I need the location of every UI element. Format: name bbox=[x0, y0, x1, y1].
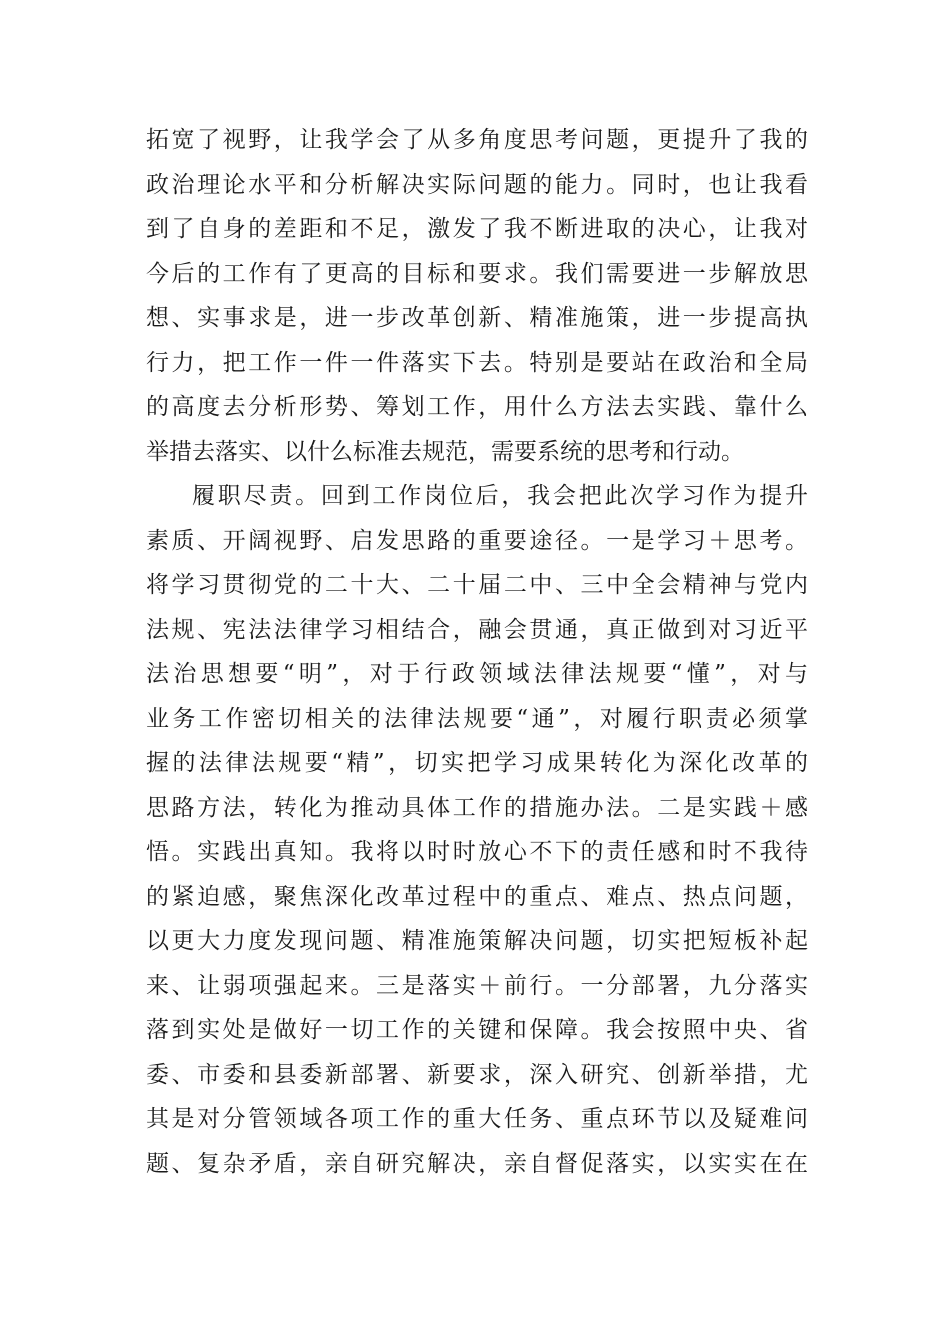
text-line: 握的法律法规要“精”，切实把学习成果转化为深化改革的 bbox=[146, 750, 808, 776]
text-line: 思路方法，转化为推动具体工作的措施办法。二是实践＋感 bbox=[146, 794, 808, 821]
text-line: 拓宽了视野，让我学会了从多角度思考问题，更提升了我的 bbox=[146, 127, 808, 153]
text-line: 的高度去分析形势、筹划工作，用什么方法去实践、靠什么 bbox=[146, 394, 808, 420]
text-line: 行力，把工作一件一件落实下去。特别是要站在政治和全局 bbox=[146, 349, 808, 376]
text-line: 题、复杂矛盾，亲自研究解决，亲自督促落实，以实实在在 bbox=[146, 1150, 808, 1177]
text-line: 的紧迫感，聚焦深化改革过程中的重点、难点、热点问题， bbox=[146, 883, 808, 910]
text-line: 悟。实践出真知。我将以时时放心不下的责任感和时不我待 bbox=[146, 839, 808, 865]
text-line: 其是对分管领域各项工作的重大任务、重点环节以及疑难问 bbox=[146, 1106, 808, 1132]
text-line: 政治理论水平和分析解决实际问题的能力。同时，也让我看 bbox=[146, 171, 808, 198]
text-line: 以更大力度发现问题、精准施策解决问题，切实把短板补起 bbox=[146, 928, 808, 954]
paragraph-start-line: 履职尽责。回到工作岗位后，我会把此次学习作为提升 bbox=[192, 483, 808, 509]
text-line: 来、让弱项强起来。三是落实＋前行。一分部署，九分落实 bbox=[146, 972, 808, 999]
text-line: 法规、宪法法律学习相结合，融会贯通，真正做到对习近平 bbox=[146, 616, 808, 643]
text-line: 举措去落实、以什么标准去规范，需要系统的思考和行动。 bbox=[146, 438, 744, 465]
text-line: 将学习贯彻党的二十大、二十届二中、三中全会精神与党内 bbox=[146, 572, 808, 598]
text-line: 到了自身的差距和不足，激发了我不断进取的决心，让我对 bbox=[146, 216, 808, 242]
text-line: 今后的工作有了更高的目标和要求。我们需要进一步解放思 bbox=[146, 260, 808, 287]
text-line: 业务工作密切相关的法律法规要“通”，对履行职责必须掌 bbox=[146, 705, 808, 732]
text-line: 素质、开阔视野、启发思路的重要途径。一是学习＋思考。 bbox=[146, 527, 808, 554]
text-line: 想、实事求是，进一步改革创新、精准施策，进一步提高执 bbox=[146, 305, 808, 331]
text-line: 落到实处是做好一切工作的关键和保障。我会按照中央、省 bbox=[146, 1017, 808, 1043]
text-line: 法治思想要“明”，对于行政领域法律法规要“懂”，对与 bbox=[146, 661, 808, 687]
text-line: 委、市委和县委新部署、新要求，深入研究、创新举措，尤 bbox=[146, 1061, 808, 1088]
body-text bbox=[146, 118, 808, 1186]
